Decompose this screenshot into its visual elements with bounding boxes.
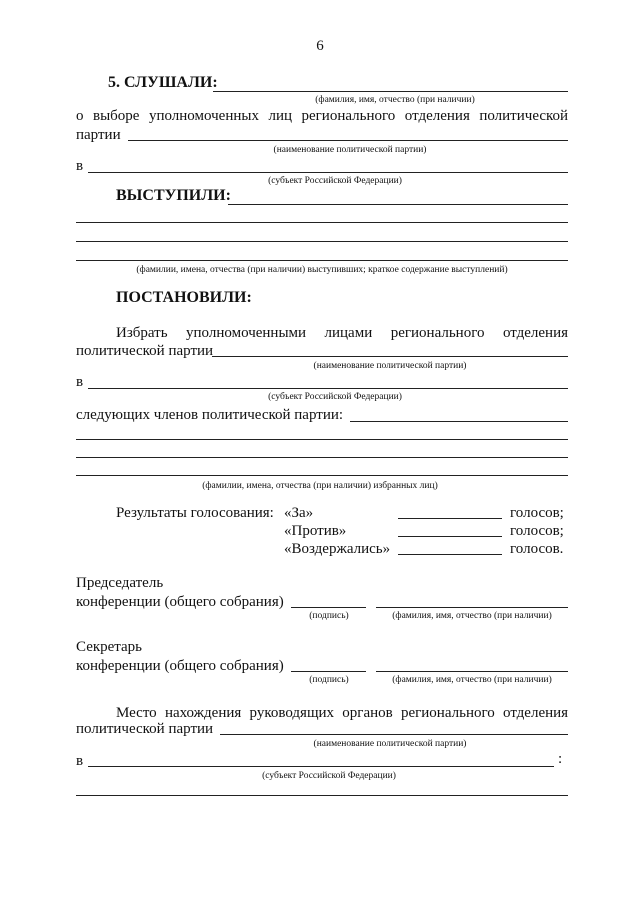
w: лиц	[268, 108, 292, 124]
w: уполномоченных	[148, 108, 259, 124]
resolved-subject-caption: (субъект Российской Федерации)	[268, 392, 402, 402]
vote-unit: голосов;	[510, 523, 564, 539]
speakers-caption: (фамилии, имена, отчества (при наличии) выступивших; краткое содержание выступлений)	[136, 265, 508, 275]
chairman-org: конференции (общего собрания)	[76, 594, 284, 610]
location-colon: :	[558, 751, 563, 767]
w: лицами	[324, 325, 373, 341]
heard-party-caption: (наименование политической партии)	[273, 145, 427, 155]
location-subject-line[interactable]	[88, 766, 554, 767]
chairman-title: Председатель	[76, 575, 164, 591]
w: Место	[116, 705, 157, 721]
resolved-party-label: политической партии	[76, 343, 214, 359]
heard-party-line[interactable]	[128, 140, 568, 141]
heard-fio-line[interactable]	[213, 91, 568, 92]
speakers-heading: ВЫСТУПИЛИ:	[116, 187, 231, 204]
w: политической	[479, 108, 569, 124]
vote-for-count-line[interactable]	[398, 518, 502, 519]
resolved-members-line-2[interactable]	[76, 439, 568, 440]
vote-option-abstain: «Воздержались»	[284, 541, 391, 557]
location-party-caption: (наименование политической партии)	[313, 739, 467, 749]
speakers-line-2[interactable]	[76, 222, 568, 223]
resolved-heading: ПОСТАНОВИЛИ:	[116, 289, 252, 306]
w: о	[76, 108, 84, 124]
vote-option-for: «За»	[284, 505, 314, 521]
w: руководящих	[249, 705, 335, 721]
w: Избрать	[116, 325, 168, 341]
w: нахождения	[164, 705, 242, 721]
w: отделения	[503, 705, 569, 721]
resolved-members-line-3[interactable]	[76, 457, 568, 458]
resolved-party-line[interactable]	[212, 356, 568, 357]
w: регионального	[400, 705, 495, 721]
resolved-subject-line[interactable]	[88, 388, 568, 389]
page-number: 6	[316, 38, 324, 54]
resolved-party-caption: (наименование политической партии)	[313, 361, 467, 371]
vote-unit: голосов;	[510, 505, 564, 521]
resolved-members-line-4[interactable]	[76, 475, 568, 476]
secretary-title: Секретарь	[76, 639, 143, 655]
heard-subject-caption: (субъект Российской Федерации)	[268, 176, 402, 186]
resolved-elected-caption: (фамилии, имена, отчества (при наличии) избранных лиц)	[202, 481, 438, 491]
heard-fio-caption: (фамилия, имя, отчество (при наличии)	[315, 95, 475, 105]
vote-against-count-line[interactable]	[398, 536, 502, 537]
w: уполномоченными	[186, 325, 307, 341]
resolved-elect-line	[116, 324, 568, 342]
location-party-label: политической партии	[76, 721, 214, 737]
voting-label: Результаты голосования:	[116, 505, 274, 521]
vote-abstain-count-line[interactable]	[398, 554, 502, 555]
location-party-line[interactable]	[220, 734, 568, 735]
speakers-line-3[interactable]	[76, 241, 568, 242]
chairman-signature-line[interactable]	[291, 607, 366, 608]
location-v-label: в	[76, 753, 84, 769]
location-address-line[interactable]	[76, 795, 568, 796]
w: отделения	[502, 325, 569, 341]
secretary-fio-caption: (фамилия, имя, отчество (при наличии)	[392, 675, 552, 685]
w: органов	[342, 705, 393, 721]
resolved-members-line-1[interactable]	[350, 421, 568, 422]
w: отделения	[404, 108, 470, 124]
vote-option-against: «Против»	[284, 523, 347, 539]
heard-party-label: партии	[76, 127, 121, 143]
location-subject-caption: (субъект Российской Федерации)	[262, 771, 396, 781]
heard-v-label: в	[76, 158, 84, 174]
chairman-fio-caption: (фамилия, имя, отчество (при наличии)	[392, 611, 552, 621]
chairman-sign-caption: (подпись)	[309, 611, 349, 621]
heard-subject-line	[76, 107, 568, 125]
vote-unit: голосов.	[510, 541, 564, 557]
chairman-fio-line[interactable]	[376, 607, 568, 608]
resolved-members-label: следующих членов политической партии:	[76, 407, 344, 423]
heard-subject-rf-line[interactable]	[88, 172, 568, 173]
secretary-sign-caption: (подпись)	[309, 675, 349, 685]
resolved-v-label: в	[76, 374, 84, 390]
secretary-org: конференции (общего собрания)	[76, 658, 284, 674]
secretary-signature-line[interactable]	[291, 671, 366, 672]
heard-heading: 5. СЛУШАЛИ:	[108, 74, 218, 91]
w: регионального	[301, 108, 396, 124]
secretary-fio-line[interactable]	[376, 671, 568, 672]
speakers-line-1[interactable]	[228, 204, 568, 205]
w: выборе	[93, 108, 140, 124]
w: регионального	[390, 325, 485, 341]
speakers-line-4[interactable]	[76, 260, 568, 261]
